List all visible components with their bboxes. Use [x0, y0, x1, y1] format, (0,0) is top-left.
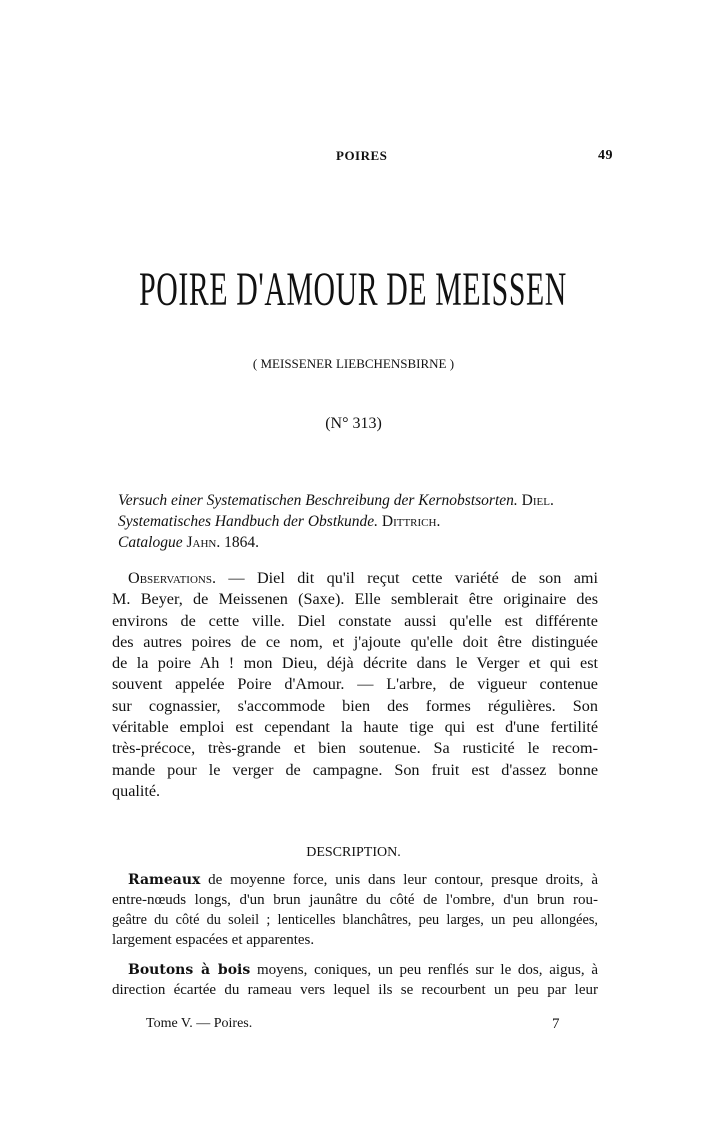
text-line: très-précoce, très-grande et bien soutenue. Sa rusticité le recom-	[112, 739, 598, 758]
references	[118, 490, 554, 553]
reference-title: Versuch einer Systematischen Beschreibung der Kernobstsorten.	[118, 492, 518, 509]
text-line: sur cognassier, s'accommode bien des formes régulières. Son	[112, 696, 598, 715]
text-line: environs de cette ville. Diel constate aussi qu'elle est différente	[112, 611, 598, 630]
text-span: moyens, coniques, un peu renflés sur le dos, aigus, à	[250, 962, 598, 978]
title-block	[0, 262, 707, 317]
page-number: 49	[598, 148, 613, 163]
text-span: de moyenne force, unis dans leur contour, presque droits, à	[200, 872, 598, 888]
reference-author: Jahn.	[186, 534, 221, 551]
subtitle: ( MEISSENER LIEBCHENSBIRNE )	[252, 356, 455, 371]
page-title: POIRE D'AMOUR DE MEISSEN	[139, 263, 568, 316]
text-line	[112, 960, 598, 980]
reference	[118, 532, 554, 553]
text-line: de la poire Ah ! mon Dieu, déjà décrite dans le Verger et qui est	[112, 654, 598, 673]
rameaux-label: Rameaux	[128, 872, 201, 888]
text-line: M. Beyer, de Meissenen (Saxe). Elle semblerait être originaire des	[112, 590, 598, 609]
observations-paragraph	[112, 568, 598, 802]
text-line: direction écartée du rameau vers lequel ils se recourbent un peu par leur	[112, 982, 598, 998]
reference-title: Systematisches Handbuch der Obstkunde.	[118, 513, 379, 530]
footer-volume: Tome V. — Poires.	[146, 1016, 253, 1031]
reference	[118, 511, 554, 532]
description-heading: DESCRIPTION.	[306, 845, 401, 860]
footer-signature: 7	[552, 1016, 560, 1032]
text-line	[112, 870, 598, 890]
boutons-paragraph	[112, 960, 598, 1000]
reference-author: Dittrich.	[381, 513, 441, 530]
text-line: qualité.	[112, 781, 161, 800]
running-title: POIRES	[336, 148, 388, 163]
text-line: geâtre du côté du soleil ; lenticelles blanchâtres, peu larges, un peu allongées,	[112, 912, 598, 928]
text-line: largement espacées et apparentes.	[112, 932, 315, 948]
text-line: entre-nœuds longs, d'un brun jaunâtre du côté de l'ombre, d'un brun rou-	[112, 892, 598, 908]
rameaux-paragraph	[112, 870, 598, 950]
reference-title: Catalogue	[118, 534, 183, 551]
text-line	[112, 568, 598, 589]
text-line: véritable emploi est cependant la haute tige qui est d'une fertilité	[112, 718, 598, 737]
reference	[118, 490, 554, 511]
boutons-label: Boutons à bois	[128, 962, 251, 978]
text-line: souvent appelée Poire d'Amour. — L'arbre, de vigueur contenue	[112, 675, 598, 694]
reference-author: Diel.	[521, 492, 554, 509]
text-line: mande pour le verger de campagne. Son fruit est d'assez bonne	[112, 760, 598, 779]
catalog-number: (N° 313)	[325, 415, 382, 432]
text-line: des autres poires de ce nom, et j'ajoute qu'elle doit être distinguée	[112, 632, 598, 651]
text-span: — Diel dit qu'il reçut cette variété de son ami	[216, 569, 598, 587]
reference-year: 1864.	[224, 534, 259, 551]
observations-label: Observations.	[128, 569, 217, 587]
